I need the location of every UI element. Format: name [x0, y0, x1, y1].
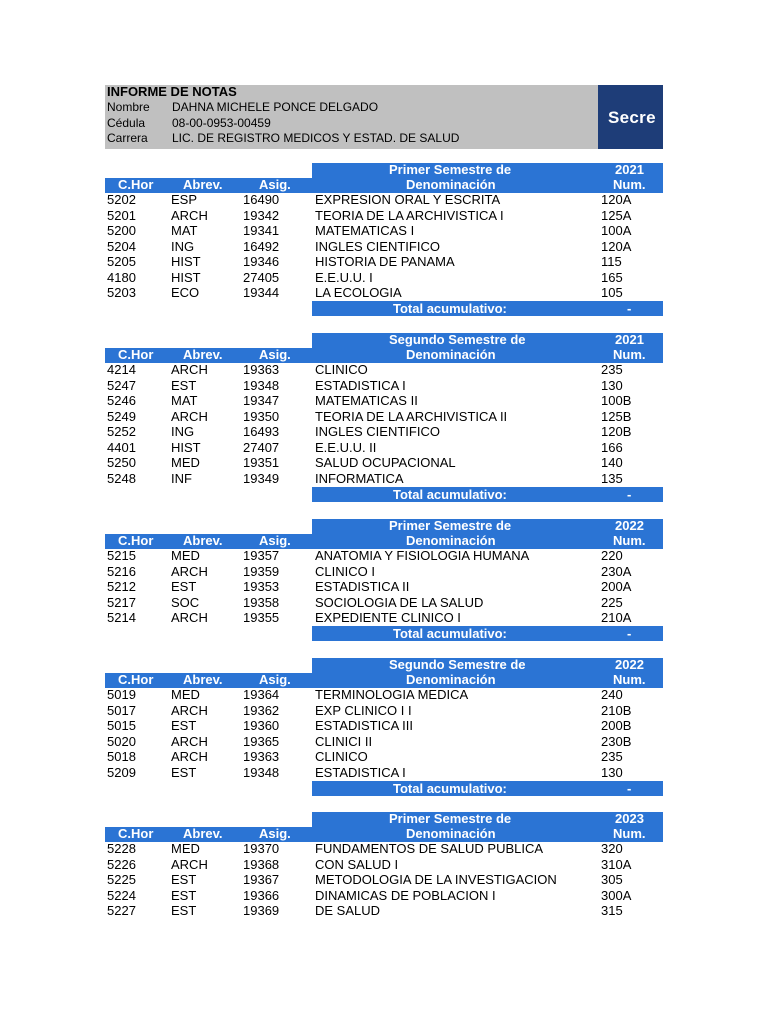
cell-chor: 5228	[107, 841, 136, 856]
cell-abrev: MED	[171, 841, 200, 856]
cell-abrev: HIST	[171, 254, 201, 269]
cell-denominacion: INGLES CIENTIFICO	[315, 424, 440, 439]
cell-chor: 5202	[107, 192, 136, 207]
cell-denominacion: TEORIA DE LA ARCHIVISTICA II	[315, 408, 508, 424]
cell-chor: 4180	[107, 269, 136, 285]
cell-num: 130	[601, 764, 623, 780]
cell-abrev: ECO	[171, 285, 200, 300]
cell-chor: 5224	[107, 887, 136, 903]
cell-chor: 5205	[107, 254, 136, 269]
cell-chor: 5214	[107, 610, 136, 625]
cell-num: 300A	[601, 887, 632, 903]
col-header-asig: Asig.	[259, 826, 291, 841]
cell-chor: 5246	[107, 393, 136, 408]
cell-chor: 5201	[107, 207, 136, 223]
semester-year: 2021	[615, 162, 644, 177]
cell-asig: 19365	[243, 733, 280, 749]
col-header-chor: C.Hor	[118, 672, 154, 687]
cell-asig: 27407	[243, 439, 280, 455]
cell-num: 140	[601, 455, 623, 470]
semester-title: Primer Semestre de	[389, 811, 512, 826]
cell-denominacion: CLINICI II	[315, 733, 373, 749]
cell-denominacion: DE SALUD	[315, 903, 381, 918]
cell-asig: 27405	[243, 269, 280, 285]
cell-asig: 19355	[243, 610, 280, 625]
cell-chor: 5249	[107, 408, 136, 424]
cell-abrev: EST	[171, 764, 197, 780]
semester-title: Segundo Semestre de	[389, 332, 526, 347]
total-label: Total acumulativo:	[393, 626, 507, 641]
cell-abrev: ESP	[171, 192, 198, 207]
col-header-num: Num.	[613, 533, 646, 548]
cell-abrev: ARCH	[171, 856, 208, 872]
cell-chor: 5018	[107, 749, 136, 764]
cell-denominacion: LA ECOLOGIA	[315, 285, 402, 300]
col-header-chor: C.Hor	[118, 347, 154, 362]
semester-year: 2021	[615, 332, 644, 347]
cell-chor: 5212	[107, 579, 136, 594]
institution-logo	[598, 85, 663, 149]
col-header-num: Num.	[613, 672, 646, 687]
cell-chor: 5226	[107, 856, 136, 872]
cell-asig: 19369	[243, 903, 280, 918]
cell-chor: 5209	[107, 764, 136, 780]
cell-denominacion: SALUD OCUPACIONAL	[315, 455, 456, 470]
cell-asig: 16492	[243, 238, 280, 254]
cell-denominacion: MATEMATICAS I	[315, 223, 415, 238]
cell-chor: 4401	[107, 439, 136, 455]
cell-chor: 5216	[107, 563, 136, 579]
cell-num: 235	[601, 749, 623, 764]
cell-chor: 5015	[107, 718, 136, 733]
cell-num: 240	[601, 687, 623, 702]
cell-chor: 5200	[107, 223, 136, 238]
cell-denominacion: TERMINOLOGIA MEDICA	[315, 687, 469, 702]
cell-num: 135	[601, 470, 623, 486]
cell-denominacion: EXPRESION ORAL Y ESCRITA	[315, 192, 501, 207]
cell-asig: 19350	[243, 408, 280, 424]
cell-num: 165	[601, 269, 623, 285]
cell-asig: 19363	[243, 749, 280, 764]
col-header-asig: Asig.	[259, 347, 291, 362]
cell-num: 315	[601, 903, 623, 918]
total-row	[312, 781, 663, 796]
cell-num: 166	[601, 439, 623, 455]
cell-asig: 16493	[243, 424, 280, 439]
id-value: 08-00-0953-00459	[172, 116, 271, 130]
cell-abrev: SOC	[171, 594, 200, 610]
cell-denominacion: EXP CLINICO I I	[315, 702, 412, 718]
cell-chor: 5227	[107, 903, 136, 918]
cell-abrev: INF	[171, 470, 192, 486]
col-header-denominacion: Denominación	[406, 672, 496, 687]
col-header-asig: Asig.	[259, 672, 291, 687]
cell-abrev: MAT	[171, 393, 198, 408]
cell-abrev: ARCH	[171, 408, 208, 424]
cell-denominacion: MATEMATICAS II	[315, 393, 418, 408]
cell-denominacion: CLINICO I	[315, 563, 375, 579]
cell-abrev: ARCH	[171, 733, 208, 749]
semester-year: 2022	[615, 518, 644, 533]
cell-asig: 19342	[243, 207, 280, 223]
semester-year: 2023	[615, 811, 644, 826]
cell-num: 120A	[601, 238, 632, 254]
cell-chor: 5215	[107, 548, 136, 563]
cell-num: 310A	[601, 856, 632, 872]
col-header-num: Num.	[613, 177, 646, 192]
cell-denominacion: INGLES CIENTIFICO	[315, 238, 440, 254]
cell-num: 105	[601, 285, 623, 300]
total-value: -	[627, 301, 632, 316]
total-row	[312, 301, 663, 316]
cell-denominacion: ANATOMIA Y FISIOLOGIA HUMANA	[315, 548, 530, 563]
cell-chor: 5217	[107, 594, 136, 610]
cell-abrev: ARCH	[171, 702, 208, 718]
total-label: Total acumulativo:	[393, 486, 507, 502]
cell-chor: 4214	[107, 362, 136, 377]
col-header-abrev: Abrev.	[183, 826, 223, 841]
cell-abrev: EST	[171, 903, 197, 918]
col-header-abrev: Abrev.	[183, 533, 223, 548]
cell-asig: 19366	[243, 887, 280, 903]
cell-asig: 19346	[243, 254, 280, 269]
cell-asig: 19367	[243, 872, 280, 887]
cell-abrev: ARCH	[171, 610, 208, 625]
cell-denominacion: ESTADISTICA I	[315, 377, 406, 393]
cell-num: 230A	[601, 563, 632, 579]
cell-abrev: HIST	[171, 269, 201, 285]
cell-abrev: ING	[171, 424, 195, 439]
career-value: LIC. DE REGISTRO MEDICOS Y ESTAD. DE SALUD	[172, 131, 460, 145]
cell-num: 100B	[601, 393, 632, 408]
cell-denominacion: FUNDAMENTOS DE SALUD PUBLICA	[315, 841, 544, 856]
cell-denominacion: METODOLOGIA DE LA INVESTIGACION	[315, 872, 557, 887]
col-header-num: Num.	[613, 347, 646, 362]
cell-num: 320	[601, 841, 623, 856]
col-header-denominacion: Denominación	[406, 177, 496, 192]
cell-abrev: ARCH	[171, 749, 208, 764]
cell-asig: 19348	[243, 764, 280, 780]
cell-asig: 19357	[243, 548, 280, 563]
cell-asig: 19347	[243, 393, 280, 408]
total-label: Total acumulativo:	[393, 301, 507, 316]
cell-denominacion: EXPEDIENTE CLINICO I	[315, 610, 461, 625]
cell-denominacion: INFORMATICA	[315, 470, 404, 486]
col-header-asig: Asig.	[259, 533, 291, 548]
name-label: Nombre	[107, 100, 150, 114]
semester-title: Primer Semestre de	[389, 518, 512, 533]
total-value: -	[627, 486, 632, 502]
cell-asig: 19344	[243, 285, 280, 300]
cell-asig: 19353	[243, 579, 280, 594]
cell-denominacion: ESTADISTICA I	[315, 764, 406, 780]
cell-num: 210B	[601, 702, 632, 718]
cell-abrev: MAT	[171, 223, 198, 238]
cell-num: 115	[601, 254, 622, 269]
cell-chor: 5204	[107, 238, 136, 254]
cell-chor: 5020	[107, 733, 136, 749]
col-header-chor: C.Hor	[118, 826, 154, 841]
cell-chor: 5248	[107, 470, 136, 486]
cell-num: 220	[601, 548, 623, 563]
cell-abrev: HIST	[171, 439, 201, 455]
total-value: -	[627, 626, 632, 641]
cell-chor: 5252	[107, 424, 136, 439]
cell-asig: 19360	[243, 718, 280, 733]
cell-abrev: ARCH	[171, 207, 208, 223]
cell-num: 230B	[601, 733, 632, 749]
cell-denominacion: CON SALUD I	[315, 856, 399, 872]
cell-chor: 5250	[107, 455, 136, 470]
cell-denominacion: E.E.U.U. II	[315, 439, 377, 455]
cell-abrev: MED	[171, 548, 200, 563]
cell-asig: 19368	[243, 856, 280, 872]
cell-num: 100A	[601, 223, 632, 238]
cell-num: 120A	[601, 192, 632, 207]
cell-abrev: ING	[171, 238, 195, 254]
cell-denominacion: SOCIOLOGIA DE LA SALUD	[315, 594, 484, 610]
semester-title: Segundo Semestre de	[389, 657, 526, 672]
cell-abrev: EST	[171, 718, 197, 733]
cell-denominacion: DINAMICAS DE POBLACION I	[315, 887, 496, 903]
semester-title: Primer Semestre de	[389, 162, 512, 177]
cell-asig: 19351	[243, 455, 280, 470]
cell-chor: 5017	[107, 702, 136, 718]
cell-denominacion: CLINICO	[315, 749, 368, 764]
cell-denominacion: ESTADISTICA II	[315, 579, 410, 594]
cell-asig: 19370	[243, 841, 280, 856]
name-value: DAHNA MICHELE PONCE DELGADO	[172, 100, 379, 114]
cell-abrev: MED	[171, 687, 200, 702]
col-header-abrev: Abrev.	[183, 347, 223, 362]
cell-denominacion: HISTORIA DE PANAMA	[315, 254, 455, 269]
total-value: -	[627, 780, 632, 796]
cell-chor: 5225	[107, 872, 136, 887]
cell-num: 225	[601, 594, 623, 610]
cell-asig: 19364	[243, 687, 280, 702]
cell-asig: 16490	[243, 192, 280, 207]
cell-abrev: EST	[171, 579, 197, 594]
col-header-denominacion: Denominación	[406, 347, 496, 362]
cell-asig: 19341	[243, 223, 280, 238]
col-header-chor: C.Hor	[118, 533, 154, 548]
cell-num: 200A	[601, 579, 632, 594]
cell-num: 125A	[601, 207, 632, 223]
cell-asig: 19349	[243, 470, 280, 486]
col-header-abrev: Abrev.	[183, 177, 223, 192]
col-header-num: Num.	[613, 826, 646, 841]
col-header-asig: Asig.	[259, 177, 291, 192]
cell-num: 305	[601, 872, 623, 887]
cell-asig: 19348	[243, 377, 280, 393]
cell-num: 210A	[601, 610, 632, 625]
total-label: Total acumulativo:	[393, 780, 507, 796]
cell-denominacion: CLINICO	[315, 362, 368, 377]
col-header-chor: C.Hor	[118, 177, 154, 192]
cell-denominacion: TEORIA DE LA ARCHIVISTICA I	[315, 207, 504, 223]
cell-asig: 19362	[243, 702, 280, 718]
col-header-denominacion: Denominación	[406, 826, 496, 841]
cell-num: 120B	[601, 424, 632, 439]
cell-asig: 19358	[243, 594, 280, 610]
logo-text: Secre	[608, 108, 656, 127]
cell-asig: 19359	[243, 563, 280, 579]
col-header-abrev: Abrev.	[183, 672, 223, 687]
report-title: INFORME DE NOTAS	[107, 84, 237, 99]
cell-num: 130	[601, 377, 623, 393]
cell-abrev: EST	[171, 887, 197, 903]
id-label: Cédula	[107, 116, 146, 130]
total-row	[312, 626, 663, 641]
cell-asig: 19363	[243, 362, 280, 377]
cell-abrev: EST	[171, 872, 197, 887]
cell-abrev: ARCH	[171, 362, 208, 377]
cell-chor: 5203	[107, 285, 136, 300]
cell-num: 235	[601, 362, 623, 377]
cell-chor: 5247	[107, 377, 136, 393]
cell-num: 125B	[601, 408, 632, 424]
cell-denominacion: ESTADISTICA III	[315, 718, 414, 733]
career-label: Carrera	[107, 131, 148, 145]
cell-abrev: ARCH	[171, 563, 208, 579]
cell-abrev: EST	[171, 377, 197, 393]
col-header-denominacion: Denominación	[406, 533, 496, 548]
total-row	[312, 487, 663, 502]
cell-chor: 5019	[107, 687, 136, 702]
cell-num: 200B	[601, 718, 632, 733]
cell-denominacion: E.E.U.U. I	[315, 269, 373, 285]
cell-abrev: MED	[171, 455, 200, 470]
semester-year: 2022	[615, 657, 644, 672]
